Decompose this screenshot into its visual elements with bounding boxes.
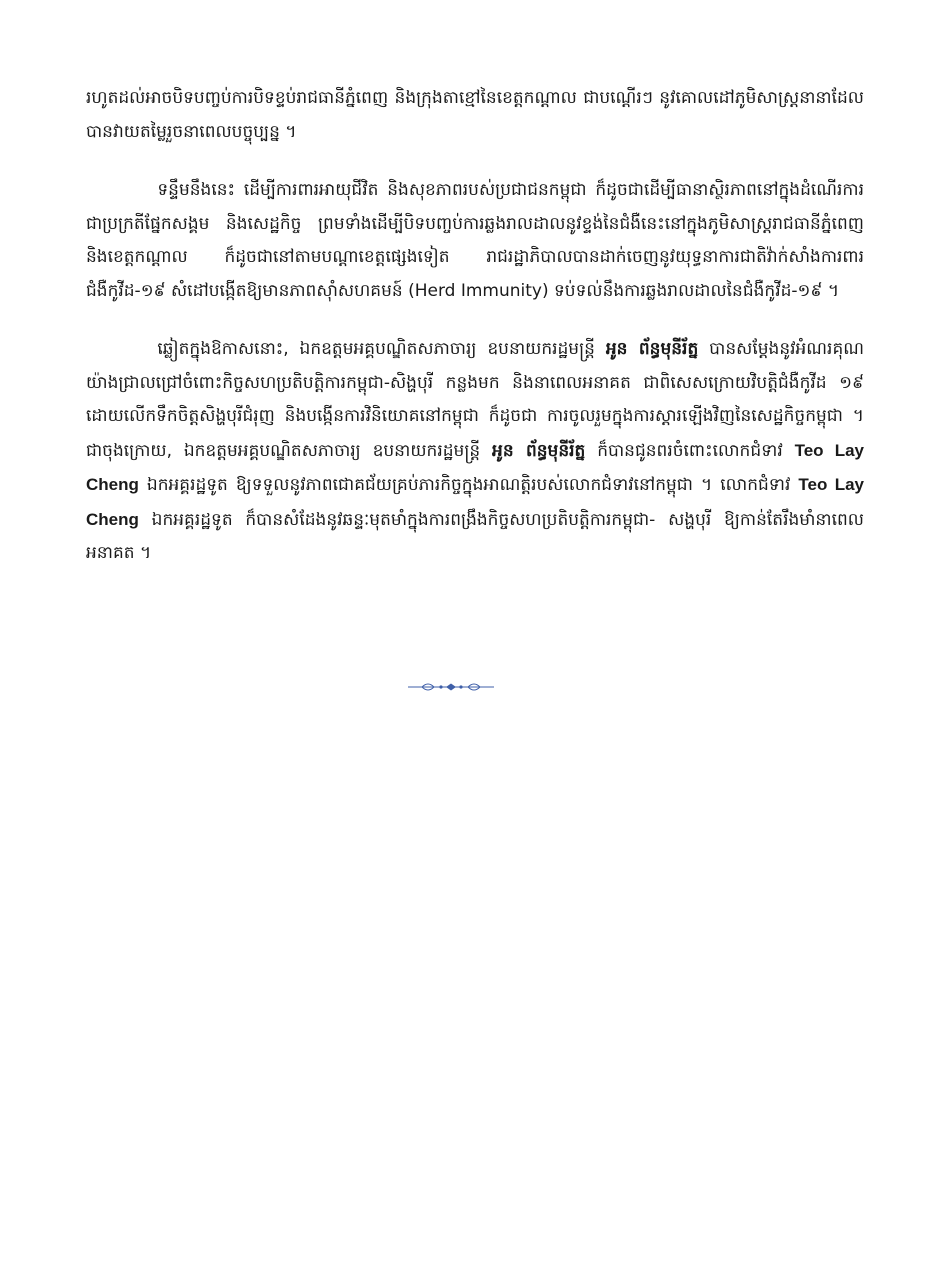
paragraph-3 bbox=[86, 333, 864, 571]
paragraph-3-part-4: ឯកអគ្គរដ្ឋទូត ឱ្យទទួលនូវភាពជោគជ័យគ្រប់ភារកិច្ចក្នុងអាណត្តិរបស់លោកជំទាវនៅកម្ពុជា ។ លោកជំទាវ bbox=[138, 475, 799, 495]
paragraph-1 bbox=[86, 82, 864, 149]
deputy-pm-name-second: អូន ព័ន្ធមុនីរ័ត្ន bbox=[492, 440, 586, 461]
paragraph-3-part-2: បានសម្តែងនូវអំណរគុណយ៉ាងជ្រាលជ្រៅចំពោះកិច្ចសហប្រតិបត្តិការកម្ពុជា-សិង្ហបុរី កន្លងមក និងនាពេលអនាគត ជាពិសេសក្រោយវិបត្តិជំងឺកូវីដ ១៩ ដោយលើកទឹកចិត្តសិង្ហបុរីជំរុញ និងបង្កើនការវិនិយោគនៅកម្ពុជា ក៏ដូចជា ការចូលរួមក្នុងការស្តារឡើងវិញនៃសេដ្ឋកិច្ចកម្ពុជា ។ ជាចុងក្រោយ, ឯកឧត្តមអគ្គបណ្ឌិតសភាចារ្យ ឧបនាយករដ្ឋមន្ត្រី bbox=[86, 339, 864, 461]
paragraph-1-text: រហូតដល់អាចបិទបញ្ចប់ការបិទខ្ទប់រាជធានីភ្នំពេញ និងក្រុងតាខ្មៅនៃខេត្តកណ្តាល ជាបណ្តើរៗ នូវគោលដៅភូមិសាស្ត្រនានាដែលបានវាយតម្លៃរួចនាពេលបច្ចុប្បន្ន ។ bbox=[86, 88, 864, 142]
paragraph-3-part-5: ឯកអគ្គរដ្ឋទូត ក៏បានសំដែងនូវឆន្ទៈមុតមាំក្នុងការពង្រឹងកិច្ចសហប្រតិបត្តិការកម្ពុជា- សង្ហបុរី ឱ្យកាន់តែរឹងមាំនាពេលអនាគត ។ bbox=[86, 509, 864, 563]
paragraph-2-text: ទន្ទឹមនឹងនេះ ដើម្បីការពារអាយុជីវិត និងសុខភាពរបស់ប្រជាជនកម្ពុជា ក៏ដូចជាដើម្បីធានាស្ថិរភាពនៅក្នុងដំណើរការជាប្រក្រតីផ្នែកសង្គម និងសេដ្ឋកិច្ច ព្រមទាំងដើម្បីបិទបញ្ចប់ការឆ្លងរាលដាលនូវខ្ទង់នៃជំងឺនេះនៅក្នុងភូមិសាស្ត្ររាជធានីភ្នំពេញ និងខេត្តកណ្តាល ក៏ដូចជានៅតាមបណ្តាខេត្តផ្សេងទៀត រាជរដ្ឋាភិបាលបានដាក់ចេញនូវយុទ្ធនាការជាតិវ៉ាក់សាំងការពារជំងឺកូវីដ-១៩ សំដៅបង្កើតឱ្យមានភាពស៊ាំសហគមន៍ (Herd Immunity) ទប់ទល់នឹងការឆ្លងរាលដាលនៃជំងឺកូវីដ-១៩ ។ bbox=[86, 180, 864, 301]
ornamental-divider-icon bbox=[408, 681, 494, 693]
ambassador-name: Teo Lay Cheng bbox=[86, 440, 865, 494]
ambassador-name-second: Teo Lay Cheng bbox=[86, 475, 864, 529]
deputy-pm-name: អូន ព័ន្ធមុនីរ័ត្ន bbox=[605, 339, 699, 359]
paragraph-3-part-1: ឆ្លៀតក្នុងឱកាសនោះ, ឯកឧត្តមអគ្គបណ្ឌិតសភាចារ្យ ឧបនាយករដ្ឋមន្ត្រី bbox=[157, 339, 606, 359]
paragraph-2 bbox=[86, 174, 864, 308]
paragraph-3-part-3: ក៏បានជូនពរចំពោះលោកជំទាវ bbox=[585, 440, 795, 461]
article-body bbox=[86, 82, 864, 571]
